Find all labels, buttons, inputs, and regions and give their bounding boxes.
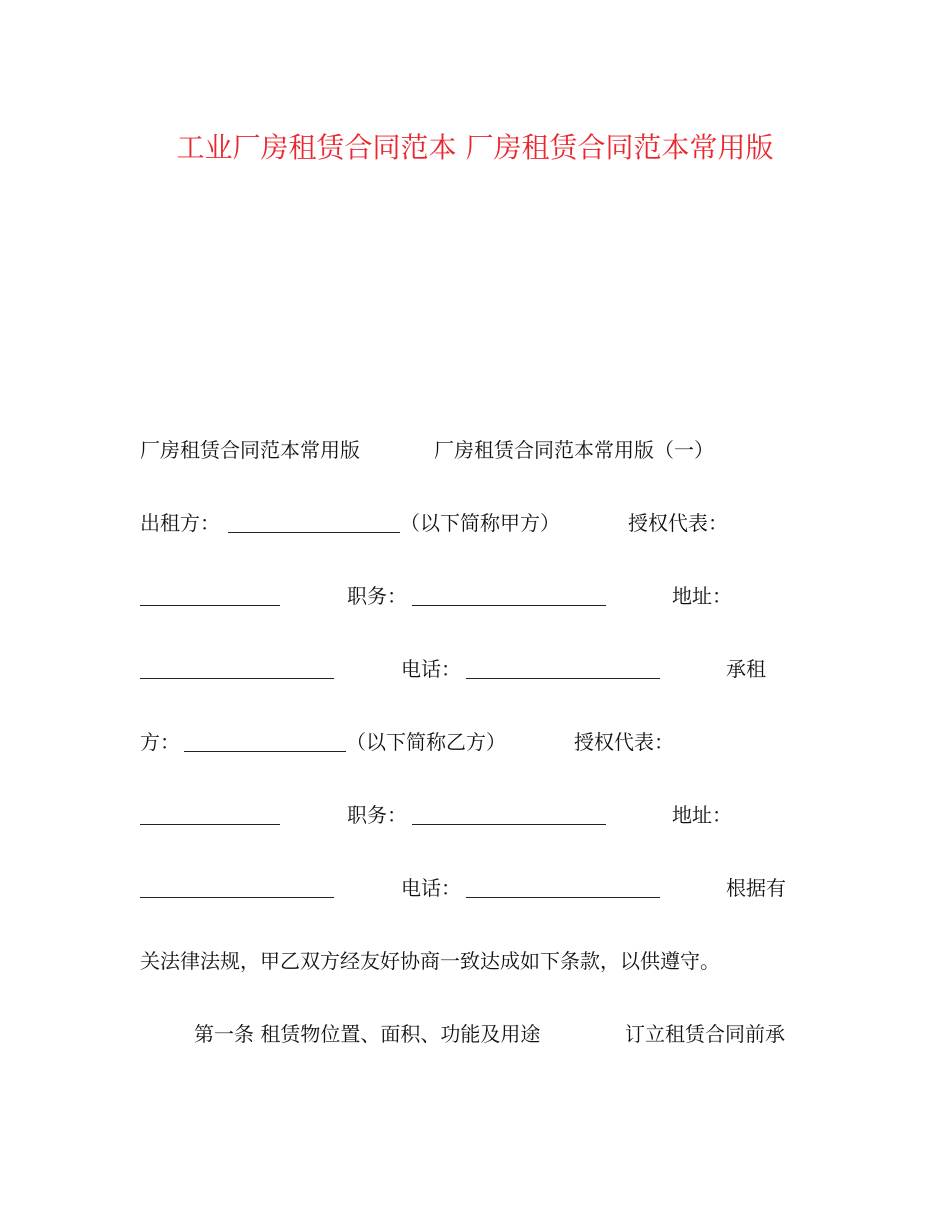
lessee-label-start: 承租 [726, 657, 766, 681]
lessee-note: （以下简称乙方） [346, 730, 506, 754]
lessee-blank [184, 751, 346, 752]
lessor-address-blank [140, 678, 334, 679]
basis-text: 关法律法规，甲乙双方经友好协商一致达成如下条款，以供遵守。 [140, 949, 720, 973]
lessor-rep-blank [140, 605, 280, 606]
lessor-position-blank [412, 605, 606, 606]
article-one-text: 订立租赁合同前承 [625, 1022, 785, 1046]
subtitle-right: 厂房租赁合同范本常用版（一） [434, 438, 714, 462]
document-title: 工业厂房租赁合同范本 厂房租赁合同范本常用版 [176, 131, 774, 164]
lessee-phone-label: 电话： [401, 876, 461, 900]
lessee-rep-label: 授权代表： [574, 730, 674, 754]
lessor-phone-blank [466, 678, 660, 679]
lessor-rep-label: 授权代表： [628, 511, 728, 535]
lessee-position-blank [412, 824, 606, 825]
lessee-position-label: 职务： [347, 803, 407, 827]
lessor-blank [228, 532, 400, 533]
subtitle-left: 厂房租赁合同范本常用版 [140, 438, 360, 462]
basis-text-start: 根据有 [726, 876, 786, 900]
lessor-address-label: 地址： [672, 584, 732, 608]
lessor-phone-label: 电话： [401, 657, 461, 681]
lessee-rep-blank [140, 824, 280, 825]
article-one-heading: 第一条 租赁物位置、面积、功能及用途 [194, 1022, 541, 1046]
lessee-address-blank [140, 897, 334, 898]
lessee-address-label: 地址： [672, 803, 732, 827]
lessor-note: （以下简称甲方） [400, 511, 560, 535]
lessee-label-end: 方： [140, 730, 180, 754]
lessor-position-label: 职务： [347, 584, 407, 608]
lessee-phone-blank [466, 897, 660, 898]
lessor-label: 出租方： [140, 511, 220, 535]
